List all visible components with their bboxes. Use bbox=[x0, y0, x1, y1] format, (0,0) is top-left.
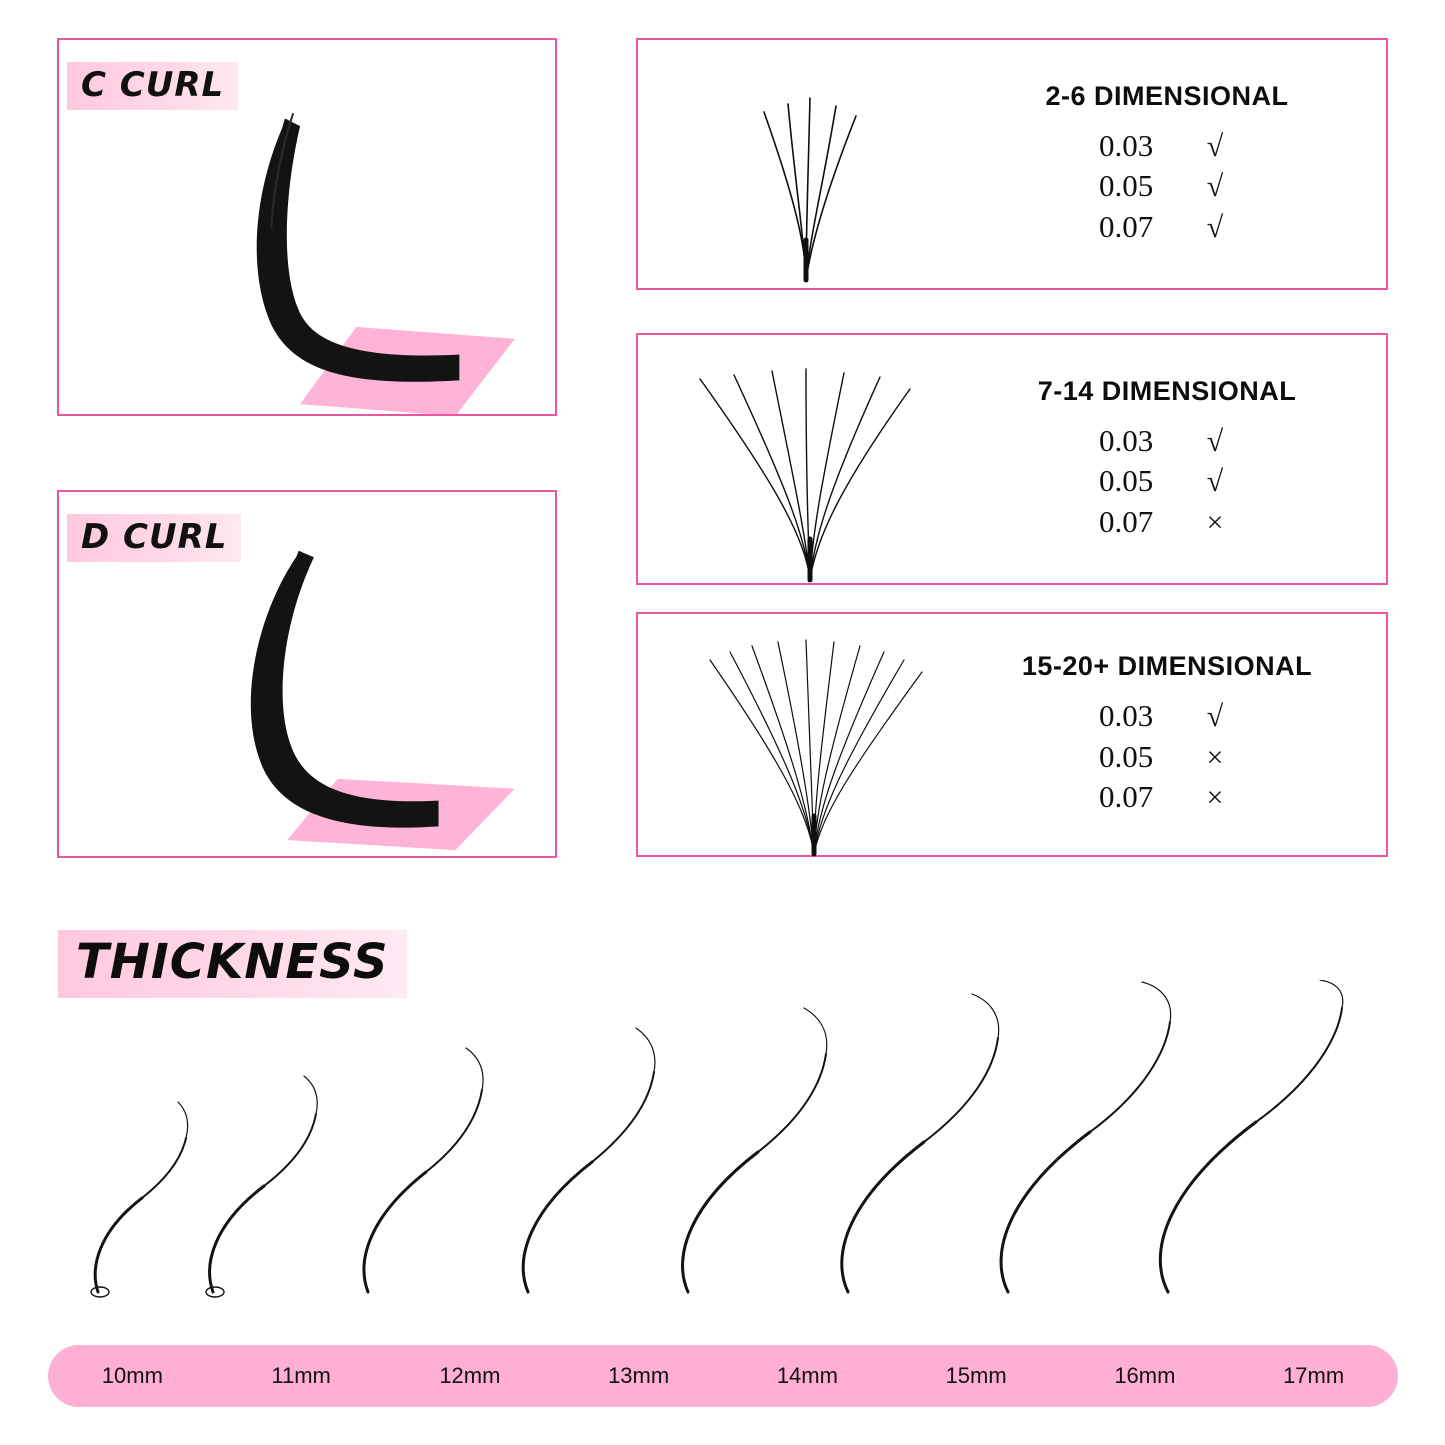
c-curl-panel bbox=[57, 38, 557, 416]
scale-label: 12mm bbox=[439, 1363, 501, 1388]
d-curl-lash-body bbox=[251, 551, 439, 827]
spec-row bbox=[1099, 777, 1235, 817]
dimensional-title-3: 15-20+ DIMENSIONAL bbox=[1021, 651, 1313, 682]
spec-value: 0.07 bbox=[1099, 779, 1154, 815]
spec-value: 0.07 bbox=[1099, 503, 1154, 539]
scale-label: 11mm bbox=[271, 1363, 331, 1388]
spec-row bbox=[1099, 126, 1235, 166]
spec-value: 0.05 bbox=[1099, 738, 1154, 774]
c-curl-lash-body bbox=[257, 119, 460, 382]
d-curl-pink-card bbox=[287, 779, 515, 850]
c-curl-pink-card bbox=[300, 327, 515, 414]
spec-row bbox=[1099, 461, 1235, 501]
dimensional-panel-3 bbox=[636, 612, 1388, 857]
spec-value: 0.03 bbox=[1099, 698, 1154, 734]
scale-label: 10mm bbox=[101, 1363, 163, 1388]
spec-value: 0.03 bbox=[1099, 127, 1154, 163]
spec-mark: √ bbox=[1206, 170, 1224, 204]
spec-value: 0.05 bbox=[1099, 463, 1154, 499]
scale-label: 17mm bbox=[1283, 1363, 1345, 1388]
lash-length-illustration bbox=[50, 980, 1400, 1320]
spec-row bbox=[1099, 502, 1235, 542]
spec-value: 0.07 bbox=[1099, 208, 1154, 244]
spec-mark: √ bbox=[1206, 424, 1224, 458]
spec-mark: × bbox=[1206, 740, 1224, 774]
scale-label: 14mm bbox=[776, 1363, 838, 1388]
fan-illustration-15-20 bbox=[638, 614, 968, 855]
spec-mark: √ bbox=[1206, 129, 1224, 163]
spec-mark: √ bbox=[1206, 465, 1224, 499]
spec-mark: × bbox=[1206, 781, 1224, 815]
fan-illustration-2-6 bbox=[638, 40, 968, 288]
dimensional-panel-2 bbox=[636, 333, 1388, 585]
spec-row bbox=[1099, 421, 1235, 461]
spec-mark: × bbox=[1206, 505, 1224, 539]
scale-label: 16mm bbox=[1114, 1363, 1176, 1388]
d-curl-label: D CURL bbox=[67, 514, 241, 562]
spec-row bbox=[1099, 166, 1235, 206]
c-curl-label: C CURL bbox=[67, 62, 238, 110]
spec-mark: √ bbox=[1206, 700, 1224, 734]
dimensional-title-1: 2-6 DIMENSIONAL bbox=[1045, 80, 1289, 111]
spec-row bbox=[1099, 207, 1235, 247]
d-curl-panel bbox=[57, 490, 557, 858]
thickness-scale-bar bbox=[48, 1345, 1398, 1407]
spec-value: 0.03 bbox=[1099, 422, 1154, 458]
spec-mark: √ bbox=[1206, 210, 1224, 244]
scale-label: 13mm bbox=[608, 1363, 670, 1388]
fan-illustration-7-14 bbox=[638, 335, 968, 583]
thickness-label: THICKNESS bbox=[58, 930, 407, 998]
scale-label: 15mm bbox=[945, 1363, 1007, 1388]
dimensional-title-2: 7-14 DIMENSIONAL bbox=[1037, 375, 1297, 406]
dimensional-panel-1 bbox=[636, 38, 1388, 290]
spec-row bbox=[1099, 737, 1235, 777]
spec-value: 0.05 bbox=[1099, 168, 1154, 204]
spec-row bbox=[1099, 696, 1235, 736]
